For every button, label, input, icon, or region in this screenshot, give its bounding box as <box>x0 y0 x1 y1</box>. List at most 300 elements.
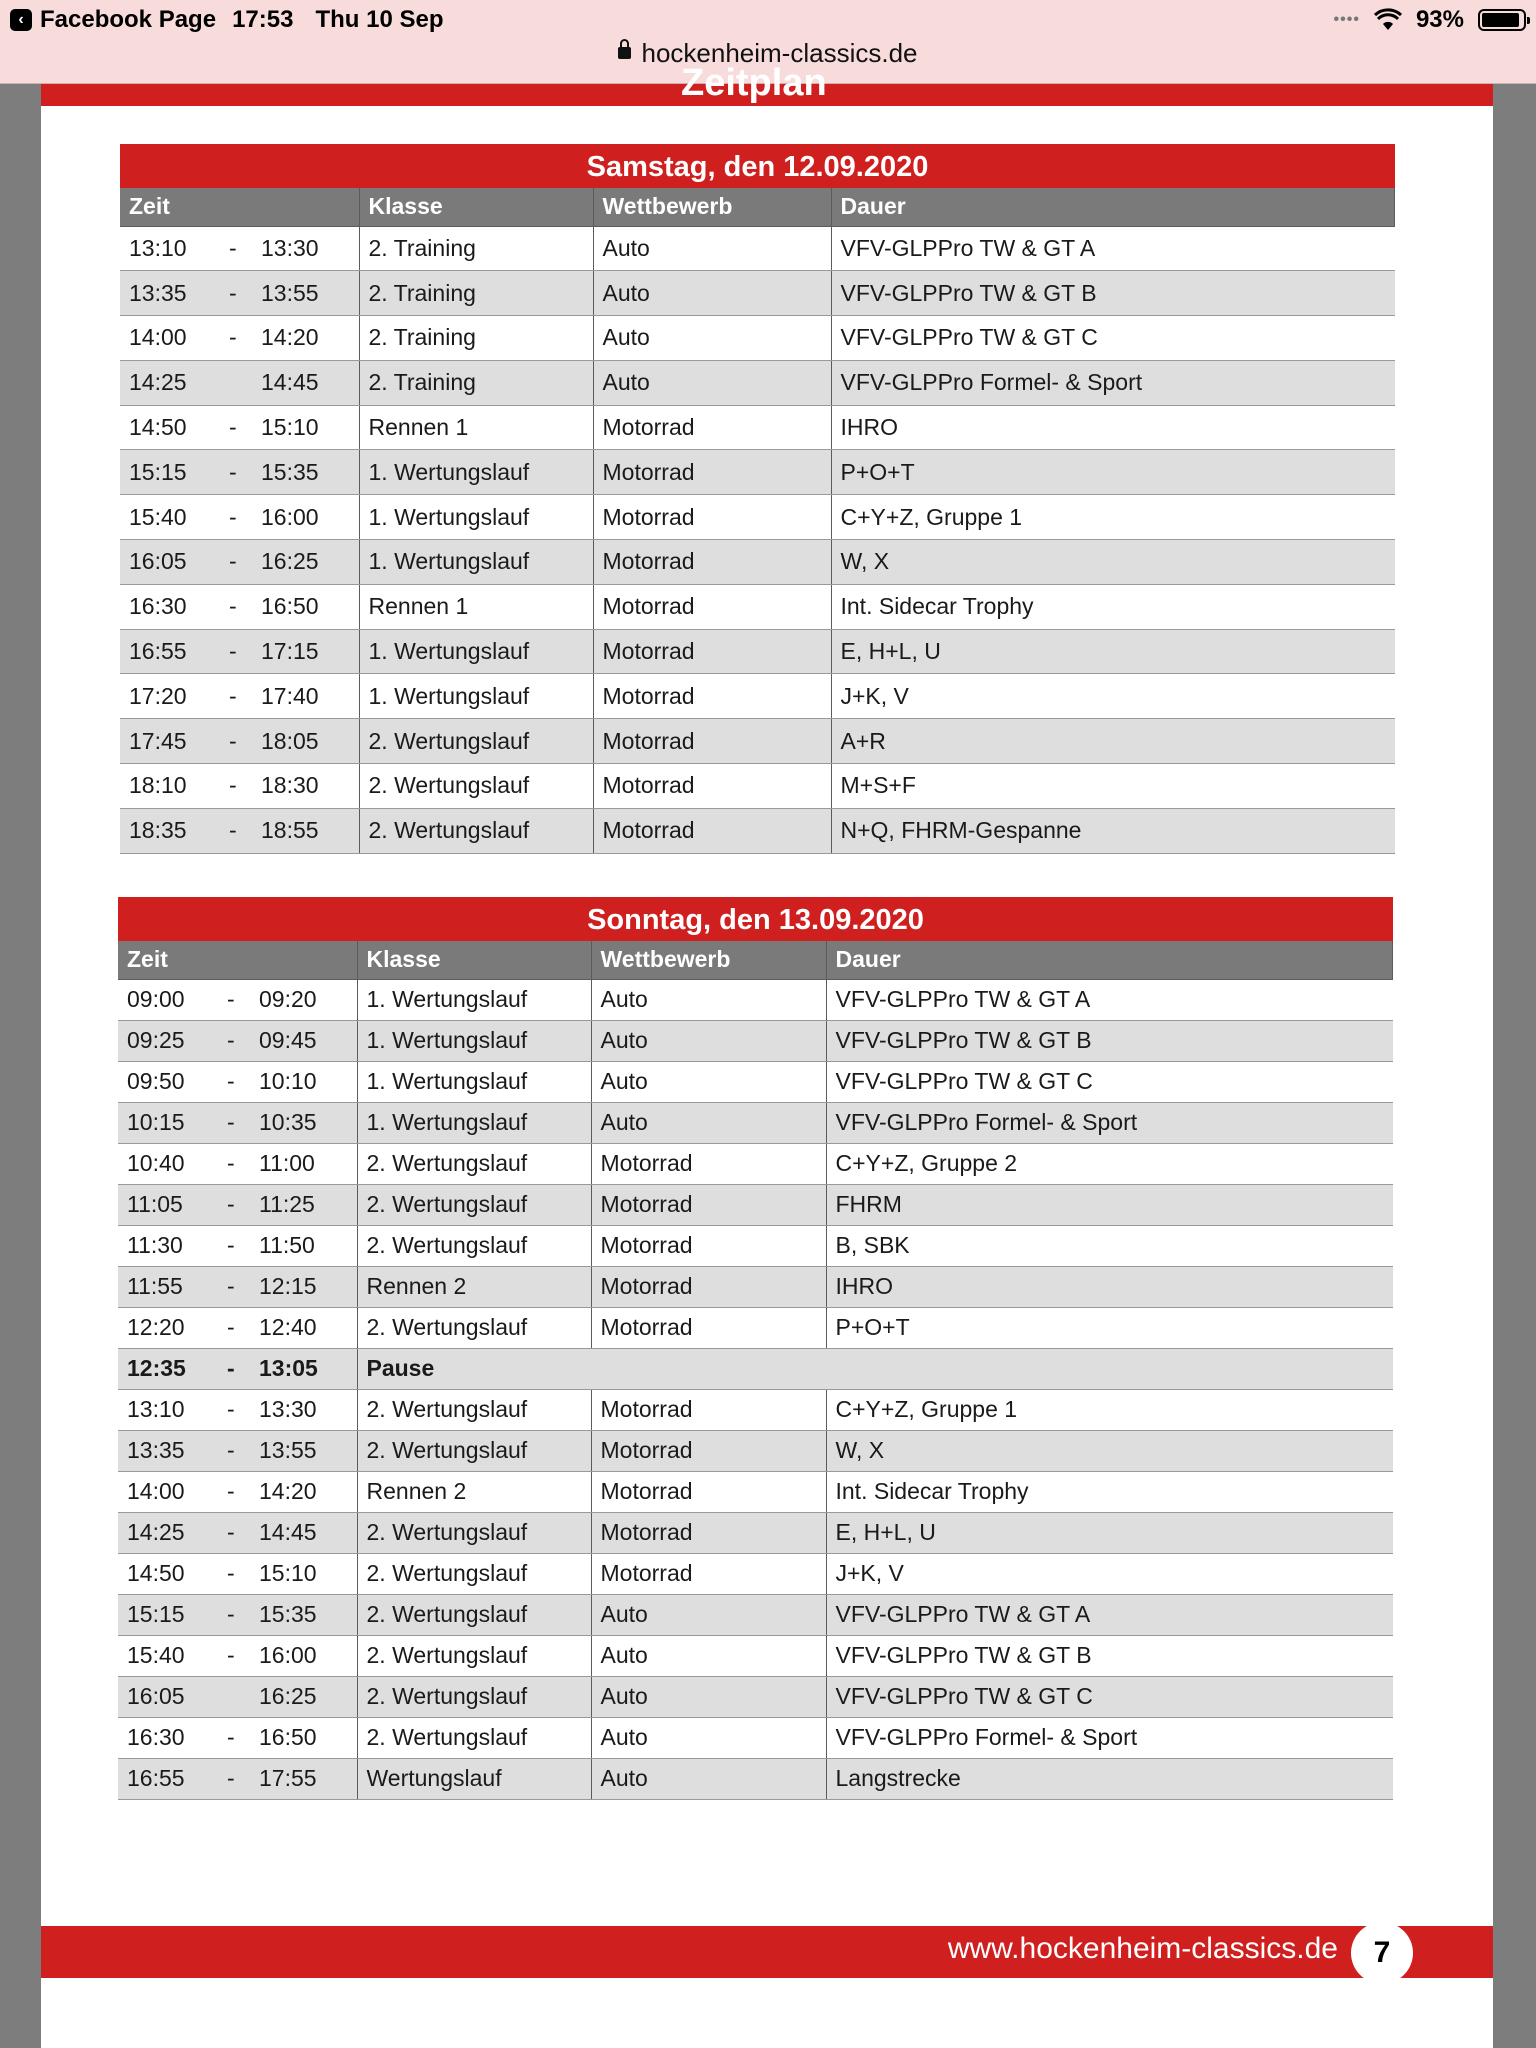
time-to: 11:50 <box>259 1232 315 1258</box>
time-separator: - <box>229 638 237 665</box>
klasse-cell: 2. Training <box>359 271 593 316</box>
time-cell <box>120 674 359 719</box>
time-to: 11:25 <box>259 1191 315 1217</box>
time-to: 18:30 <box>261 772 319 799</box>
dauer-cell: C+Y+Z, Gruppe 1 <box>831 495 1395 540</box>
klasse-cell: 2. Wertungslauf <box>357 1389 591 1430</box>
time-to: 16:25 <box>261 548 319 575</box>
klasse-cell: 1. Wertungslauf <box>357 1102 591 1143</box>
pause-row <box>118 1348 1393 1389</box>
status-right <box>1334 6 1526 34</box>
back-to-app-icon[interactable]: ‹ <box>10 9 32 31</box>
wettbewerb-cell: Motorrad <box>591 1430 826 1471</box>
dauer-cell: VFV-GLPPro TW & GT A <box>826 979 1393 1020</box>
klasse-cell: 2. Wertungslauf <box>357 1717 591 1758</box>
table-row <box>118 1184 1393 1225</box>
klasse-cell: 1. Wertungslauf <box>359 450 593 495</box>
time-separator: - <box>227 1273 235 1299</box>
table-row <box>118 1594 1393 1635</box>
time-separator: - <box>227 1724 235 1750</box>
time-from: 17:45 <box>129 727 187 754</box>
klasse-cell: 2. Wertungslauf <box>357 1225 591 1266</box>
wettbewerb-cell: Auto <box>591 1676 826 1717</box>
time-from: 16:05 <box>129 548 187 575</box>
time-separator: - <box>227 1396 235 1422</box>
table-row <box>118 1020 1393 1061</box>
time-to: 15:35 <box>259 1601 317 1627</box>
time-cell <box>118 1143 357 1184</box>
table-row <box>118 1471 1393 1512</box>
dauer-cell: W, X <box>831 540 1395 585</box>
time-separator: - <box>229 682 237 709</box>
col-header-klasse: Klasse <box>359 188 593 226</box>
wettbewerb-cell: Auto <box>593 316 831 361</box>
time-from: 14:25 <box>129 369 187 396</box>
time-cell <box>120 764 359 809</box>
dauer-cell: P+O+T <box>826 1307 1393 1348</box>
time-to: 16:50 <box>259 1724 317 1750</box>
table-row <box>118 1061 1393 1102</box>
time-cell <box>118 979 357 1020</box>
time-cell <box>118 1348 357 1389</box>
time-to: 09:45 <box>259 1027 317 1053</box>
time-separator: - <box>229 279 237 306</box>
time-from: 15:40 <box>129 503 187 530</box>
time-from: 09:25 <box>127 1027 185 1053</box>
time-from: 09:50 <box>127 1068 185 1094</box>
time-separator: - <box>227 1765 235 1791</box>
table-row <box>120 405 1395 450</box>
wettbewerb-cell: Motorrad <box>593 584 831 629</box>
time-from: 16:05 <box>127 1683 185 1709</box>
dauer-cell: VFV-GLPPro TW & GT B <box>826 1635 1393 1676</box>
klasse-cell: 2. Wertungslauf <box>357 1676 591 1717</box>
klasse-cell: 2. Wertungslauf <box>357 1594 591 1635</box>
wettbewerb-cell: Motorrad <box>591 1389 826 1430</box>
document-page <box>41 62 1493 2048</box>
time-separator: - <box>227 1519 235 1545</box>
time-cell <box>120 360 359 405</box>
dauer-cell: VFV-GLPPro TW & GT C <box>826 1676 1393 1717</box>
table-row <box>118 979 1393 1020</box>
klasse-cell: 2. Wertungslauf <box>357 1143 591 1184</box>
time-separator: - <box>227 986 235 1012</box>
time-from: 15:15 <box>127 1601 185 1627</box>
dauer-cell: E, H+L, U <box>826 1512 1393 1553</box>
dauer-cell: J+K, V <box>826 1553 1393 1594</box>
time-to: 13:55 <box>259 1437 317 1463</box>
time-separator: - <box>229 324 237 351</box>
time-from: 18:10 <box>129 772 187 799</box>
time-cell <box>118 1430 357 1471</box>
table-row <box>120 226 1395 271</box>
time-to: 12:15 <box>259 1273 317 1299</box>
table-row <box>118 1143 1393 1184</box>
klasse-cell: 2. Wertungslauf <box>359 719 593 764</box>
time-to: 14:20 <box>259 1478 317 1504</box>
wettbewerb-cell: Auto <box>593 271 831 316</box>
time-to: 13:55 <box>261 279 319 306</box>
time-separator: - <box>229 503 237 530</box>
table-row <box>120 584 1395 629</box>
col-header-klasse: Klasse <box>357 941 591 979</box>
wettbewerb-cell: Motorrad <box>593 808 831 853</box>
time-separator: - <box>229 234 237 261</box>
time-to: 15:35 <box>261 458 319 485</box>
dauer-cell: B, SBK <box>826 1225 1393 1266</box>
klasse-cell: 2. Wertungslauf <box>359 764 593 809</box>
time-to: 09:20 <box>259 986 317 1012</box>
time-cell <box>118 1594 357 1635</box>
time-separator: - <box>229 593 237 620</box>
time-separator: - <box>227 1068 235 1094</box>
time-from: 10:15 <box>127 1109 185 1135</box>
dauer-cell: VFV-GLPPro Formel- & Sport <box>831 360 1395 405</box>
col-header-wettbewerb: Wettbewerb <box>591 941 826 979</box>
time-from: 14:50 <box>129 414 187 441</box>
footer-url: www.hockenheim-classics.de <box>947 1932 1338 1965</box>
time-cell <box>118 1225 357 1266</box>
dauer-cell: C+Y+Z, Gruppe 1 <box>826 1389 1393 1430</box>
klasse-cell: 2. Wertungslauf <box>357 1184 591 1225</box>
time-separator: - <box>227 1601 235 1627</box>
time-separator: - <box>229 548 237 575</box>
dauer-cell: VFV-GLPPro TW & GT C <box>831 316 1395 361</box>
dauer-cell: VFV-GLPPro TW & GT B <box>826 1020 1393 1061</box>
klasse-cell: Rennen 2 <box>357 1266 591 1307</box>
time-cell <box>118 1758 357 1799</box>
wettbewerb-cell: Auto <box>591 1758 826 1799</box>
time-to: 14:20 <box>261 324 319 351</box>
time-to: 10:35 <box>259 1109 317 1135</box>
status-left <box>10 6 443 34</box>
saturday-table <box>120 188 1395 854</box>
wettbewerb-cell: Auto <box>591 1594 826 1635</box>
klasse-cell: Rennen 1 <box>359 584 593 629</box>
dauer-cell: C+Y+Z, Gruppe 2 <box>826 1143 1393 1184</box>
wifi-icon <box>1374 10 1402 30</box>
time-to: 14:45 <box>261 369 319 396</box>
sunday-table <box>118 941 1393 1800</box>
time-to: 16:00 <box>259 1642 317 1668</box>
dauer-cell: VFV-GLPPro TW & GT B <box>831 271 1395 316</box>
time-cell <box>118 1020 357 1061</box>
dauer-cell: IHRO <box>831 405 1395 450</box>
table-row <box>118 1717 1393 1758</box>
time-cell <box>118 1635 357 1676</box>
time-to: 15:10 <box>261 414 319 441</box>
time-cell <box>120 540 359 585</box>
dauer-cell: VFV-GLPPro TW & GT A <box>831 226 1395 271</box>
dauer-cell: VFV-GLPPro TW & GT A <box>826 1594 1393 1635</box>
dauer-cell: N+Q, FHRM-Gespanne <box>831 808 1395 853</box>
table-row <box>120 360 1395 405</box>
wettbewerb-cell: Motorrad <box>591 1471 826 1512</box>
table-row <box>118 1758 1393 1799</box>
table-row <box>120 808 1395 853</box>
table-row <box>118 1553 1393 1594</box>
time-cell <box>120 271 359 316</box>
time-to: 14:45 <box>259 1519 317 1545</box>
dauer-cell: Langstrecke <box>826 1758 1393 1799</box>
col-header-time: Zeit <box>120 188 359 226</box>
url-domain[interactable]: hockenheim-classics.de <box>641 38 918 68</box>
time-from: 11:30 <box>127 1232 183 1258</box>
time-from: 13:35 <box>129 279 187 306</box>
klasse-cell: Rennen 2 <box>357 1471 591 1512</box>
time-cell <box>118 1676 357 1717</box>
dauer-cell: E, H+L, U <box>831 629 1395 674</box>
klasse-cell: 2. Training <box>359 316 593 361</box>
time-cell <box>120 405 359 450</box>
klasse-cell: 2. Wertungslauf <box>357 1635 591 1676</box>
wettbewerb-cell: Motorrad <box>591 1512 826 1553</box>
time-cell <box>118 1553 357 1594</box>
klasse-cell: 1. Wertungslauf <box>357 1020 591 1061</box>
col-header-wettbewerb: Wettbewerb <box>593 188 831 226</box>
time-from: 16:55 <box>127 1765 185 1791</box>
time-cell <box>120 316 359 361</box>
time-separator: - <box>227 1191 235 1217</box>
table-header-row <box>118 941 1393 979</box>
klasse-cell: 2. Wertungslauf <box>357 1512 591 1553</box>
time-separator: - <box>227 1478 235 1504</box>
time-from: 14:00 <box>127 1478 185 1504</box>
table-row <box>120 629 1395 674</box>
time-separator: - <box>227 1355 235 1381</box>
time-cell <box>120 719 359 764</box>
klasse-cell: Rennen 1 <box>359 405 593 450</box>
time-from: 16:55 <box>129 638 187 665</box>
time-from: 17:20 <box>129 682 187 709</box>
table-row <box>118 1512 1393 1553</box>
klasse-cell: 1. Wertungslauf <box>359 629 593 674</box>
table-row <box>120 450 1395 495</box>
time-from: 13:35 <box>127 1437 185 1463</box>
col-header-dauer: Dauer <box>826 941 1393 979</box>
page-heading: Zeitplan <box>681 62 827 104</box>
dauer-cell: J+K, V <box>831 674 1395 719</box>
battery-icon <box>1478 9 1526 31</box>
dauer-cell: VFV-GLPPro Formel- & Sport <box>826 1102 1393 1143</box>
time-cell <box>120 808 359 853</box>
time-from: 14:00 <box>129 324 187 351</box>
wettbewerb-cell: Motorrad <box>591 1143 826 1184</box>
table-row <box>120 540 1395 585</box>
table-row <box>120 271 1395 316</box>
time-to: 16:50 <box>261 593 319 620</box>
sunday-rows <box>118 979 1393 1799</box>
col-header-time: Zeit <box>118 941 357 979</box>
wettbewerb-cell: Auto <box>591 1061 826 1102</box>
table-header-row <box>120 188 1395 226</box>
time-cell <box>118 1307 357 1348</box>
time-to: 18:55 <box>261 817 319 844</box>
time-from: 10:40 <box>127 1150 185 1176</box>
table-row <box>118 1307 1393 1348</box>
time-cell <box>118 1512 357 1553</box>
time-cell <box>120 495 359 540</box>
table-row <box>118 1102 1393 1143</box>
time-cell <box>120 584 359 629</box>
time-separator: - <box>227 1150 235 1176</box>
time-cell <box>118 1717 357 1758</box>
battery-percent: 93% <box>1415 6 1464 33</box>
page-number-badge: 7 <box>1351 1922 1413 1984</box>
table-row <box>120 764 1395 809</box>
time-separator: - <box>227 1437 235 1463</box>
klasse-cell: 2. Wertungslauf <box>357 1553 591 1594</box>
wettbewerb-cell: Motorrad <box>593 719 831 764</box>
klasse-cell: 1. Wertungslauf <box>357 1061 591 1102</box>
table-row <box>118 1635 1393 1676</box>
table-row <box>118 1676 1393 1717</box>
lock-icon <box>618 47 631 59</box>
dauer-cell: A+R <box>831 719 1395 764</box>
time-cell <box>120 629 359 674</box>
time-to: 10:10 <box>259 1068 317 1094</box>
sunday-schedule <box>118 897 1393 1800</box>
wettbewerb-cell: Motorrad <box>591 1225 826 1266</box>
time-from: 16:30 <box>129 593 187 620</box>
dauer-cell: VFV-GLPPro Formel- & Sport <box>826 1717 1393 1758</box>
table-row <box>120 316 1395 361</box>
time-cell <box>120 450 359 495</box>
dauer-cell: Int. Sidecar Trophy <box>826 1471 1393 1512</box>
wettbewerb-cell: Motorrad <box>593 405 831 450</box>
time-separator: - <box>227 1232 235 1258</box>
wettbewerb-cell: Auto <box>591 1102 826 1143</box>
wettbewerb-cell: Motorrad <box>591 1553 826 1594</box>
pause-label: Pause <box>357 1348 1393 1389</box>
table-row <box>118 1430 1393 1471</box>
saturday-schedule <box>120 144 1395 854</box>
time-to: 16:25 <box>259 1683 317 1709</box>
time-from: 15:15 <box>129 458 187 485</box>
wettbewerb-cell: Motorrad <box>591 1307 826 1348</box>
time-from: 09:00 <box>127 986 185 1012</box>
time-separator: - <box>229 458 237 485</box>
wettbewerb-cell: Auto <box>591 1717 826 1758</box>
wettbewerb-cell: Motorrad <box>591 1184 826 1225</box>
table-row <box>120 674 1395 719</box>
table-row <box>118 1389 1393 1430</box>
time-to: 13:05 <box>259 1355 318 1381</box>
time-to: 11:00 <box>259 1150 315 1176</box>
time-separator: - <box>229 414 237 441</box>
wettbewerb-cell: Auto <box>591 1635 826 1676</box>
wettbewerb-cell: Auto <box>593 360 831 405</box>
status-time: 17:53 <box>232 6 294 33</box>
time-cell <box>118 1471 357 1512</box>
time-from: 14:25 <box>127 1519 185 1545</box>
wettbewerb-cell: Motorrad <box>593 540 831 585</box>
time-cell <box>118 1184 357 1225</box>
wettbewerb-cell: Auto <box>593 226 831 271</box>
time-from: 11:55 <box>127 1273 183 1299</box>
time-from: 12:20 <box>127 1314 185 1340</box>
time-to: 18:05 <box>261 727 319 754</box>
time-to: 17:55 <box>259 1765 317 1791</box>
dauer-cell: M+S+F <box>831 764 1395 809</box>
klasse-cell: Wertungslauf <box>357 1758 591 1799</box>
table-row <box>118 1266 1393 1307</box>
sunday-title: Sonntag, den 13.09.2020 <box>118 897 1393 941</box>
klasse-cell: 2. Wertungslauf <box>357 1430 591 1471</box>
saturday-rows <box>120 226 1395 853</box>
wettbewerb-cell: Auto <box>591 1020 826 1061</box>
time-separator: - <box>227 1027 235 1053</box>
wettbewerb-cell: Motorrad <box>593 450 831 495</box>
time-cell <box>118 1102 357 1143</box>
wettbewerb-cell: Auto <box>591 979 826 1020</box>
col-header-dauer: Dauer <box>831 188 1395 226</box>
klasse-cell: 2. Training <box>359 226 593 271</box>
time-from: 16:30 <box>127 1724 185 1750</box>
time-from: 12:35 <box>127 1355 186 1381</box>
dauer-cell: IHRO <box>826 1266 1393 1307</box>
table-row <box>120 719 1395 764</box>
dauer-cell: W, X <box>826 1430 1393 1471</box>
klasse-cell: 2. Training <box>359 360 593 405</box>
klasse-cell: 1. Wertungslauf <box>359 495 593 540</box>
time-separator: - <box>229 727 237 754</box>
time-to: 12:40 <box>259 1314 317 1340</box>
time-from: 18:35 <box>129 817 187 844</box>
time-from: 13:10 <box>127 1396 185 1422</box>
page-header-band <box>41 62 1493 106</box>
dauer-cell: P+O+T <box>831 450 1395 495</box>
time-cell <box>118 1061 357 1102</box>
time-separator: - <box>227 1314 235 1340</box>
time-separator: - <box>227 1642 235 1668</box>
time-separator: - <box>227 1109 235 1135</box>
back-app-label[interactable]: Facebook Page <box>40 6 217 33</box>
wettbewerb-cell: Motorrad <box>593 629 831 674</box>
time-cell <box>118 1266 357 1307</box>
klasse-cell: 2. Wertungslauf <box>359 808 593 853</box>
time-to: 15:10 <box>259 1560 317 1586</box>
time-to: 17:40 <box>261 682 319 709</box>
saturday-title: Samstag, den 12.09.2020 <box>120 144 1395 188</box>
wettbewerb-cell: Motorrad <box>593 674 831 719</box>
time-to: 16:00 <box>261 503 319 530</box>
table-row <box>118 1225 1393 1266</box>
time-from: 15:40 <box>127 1642 185 1668</box>
time-to: 13:30 <box>261 234 319 261</box>
klasse-cell: 2. Wertungslauf <box>357 1307 591 1348</box>
time-from: 11:05 <box>127 1191 183 1217</box>
dauer-cell: Int. Sidecar Trophy <box>831 584 1395 629</box>
wettbewerb-cell: Motorrad <box>593 495 831 540</box>
dauer-cell: FHRM <box>826 1184 1393 1225</box>
signal-icon: •••• <box>1333 11 1360 28</box>
dauer-cell: VFV-GLPPro TW & GT C <box>826 1061 1393 1102</box>
time-cell <box>118 1389 357 1430</box>
page-footer <box>41 1926 1493 1978</box>
klasse-cell: 1. Wertungslauf <box>359 674 593 719</box>
time-separator: - <box>229 817 237 844</box>
time-separator: - <box>229 772 237 799</box>
table-row <box>120 495 1395 540</box>
wettbewerb-cell: Motorrad <box>593 764 831 809</box>
time-from: 14:50 <box>127 1560 185 1586</box>
time-separator: - <box>227 1560 235 1586</box>
klasse-cell: 1. Wertungslauf <box>357 979 591 1020</box>
status-date: Thu 10 Sep <box>315 6 444 33</box>
time-to: 17:15 <box>261 638 319 665</box>
time-to: 13:30 <box>259 1396 317 1422</box>
